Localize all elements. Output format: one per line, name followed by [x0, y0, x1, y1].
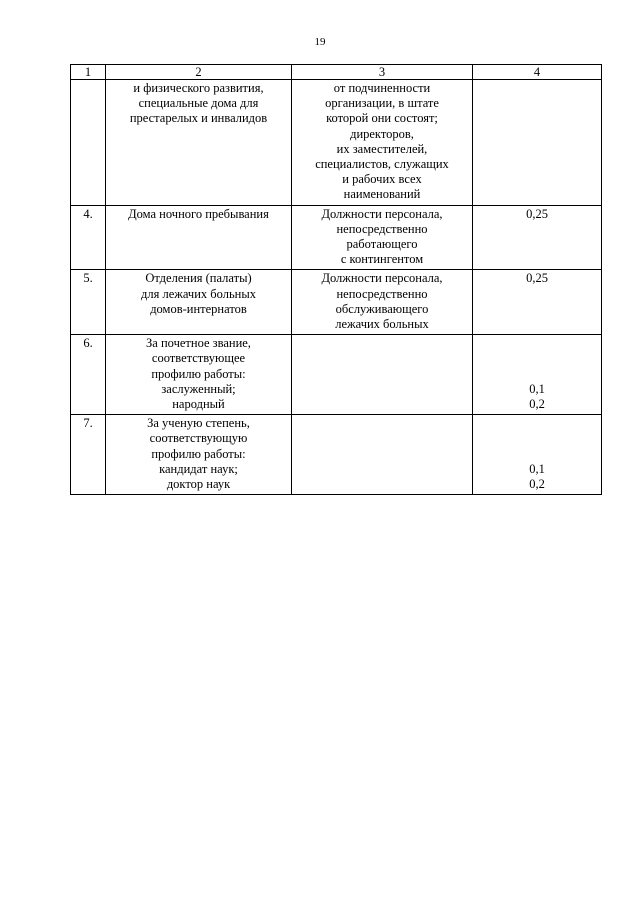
- row-number: 6.: [71, 335, 106, 415]
- table-row: [71, 415, 602, 495]
- institution-type: За почетное звание, соответствующее профилю работы: заслуженный; народный: [106, 335, 292, 415]
- allowance-table: [70, 64, 602, 495]
- coefficient: 0,25: [473, 270, 602, 335]
- header-col-4: 4: [473, 65, 602, 80]
- coefficient: 0,25: [473, 205, 602, 270]
- institution-type: Дома ночного пребывания: [106, 205, 292, 270]
- position-description: Должности персонала, непосредственно работающего с контингентом: [292, 205, 473, 270]
- header-col-3: 3: [292, 65, 473, 80]
- coefficient: 0,1 0,2: [473, 335, 602, 415]
- header-col-2: 2: [106, 65, 292, 80]
- position-description: Должности персонала, непосредственно обслуживающего лежачих больных: [292, 270, 473, 335]
- table-row: [71, 335, 602, 415]
- row-number: 4.: [71, 205, 106, 270]
- coefficient: [473, 80, 602, 206]
- institution-type: и физического развития, специальные дома для престарелых и инвалидов: [106, 80, 292, 206]
- position-description: [292, 335, 473, 415]
- position-description: от подчиненности организации, в штате которой они состоят; директоров, их заместителей, специалистов, служащих и рабочих всех наименований: [292, 80, 473, 206]
- table-header-row: [71, 65, 602, 80]
- page-number: 19: [314, 36, 326, 48]
- row-number: [71, 80, 106, 206]
- table-row: [71, 205, 602, 270]
- table-row: [71, 80, 602, 206]
- position-description: [292, 415, 473, 495]
- row-number: 5.: [71, 270, 106, 335]
- coefficient: 0,1 0,2: [473, 415, 602, 495]
- header-col-1: 1: [71, 65, 106, 80]
- institution-type: Отделения (палаты) для лежачих больных домов-интернатов: [106, 270, 292, 335]
- institution-type: За ученую степень, соответствующую профилю работы: кандидат наук; доктор наук: [106, 415, 292, 495]
- row-number: 7.: [71, 415, 106, 495]
- table-row: [71, 270, 602, 335]
